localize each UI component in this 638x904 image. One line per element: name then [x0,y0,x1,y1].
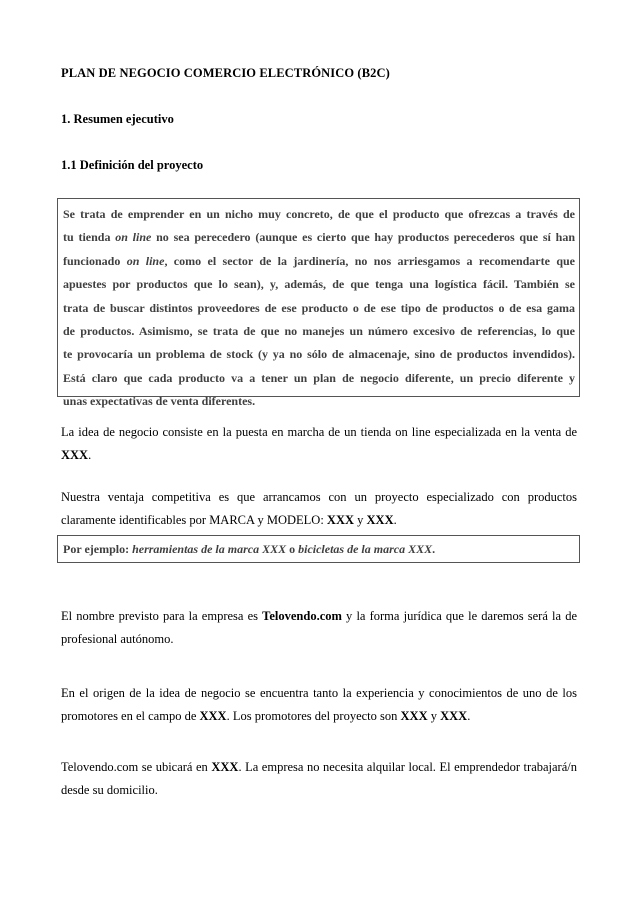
example-box: Por ejemplo: herramientas de la marca XXX o bicicletas de la marca XXX. [57,535,580,563]
paragraph-competitive-advantage: Nuestra ventaja competitiva es que arrancamos con un proyecto especializado con productos claramente identificables por MARCA y MODELO: XXX y XXX. [61,490,577,527]
box-line: tu tienda on line no sea perecedero (aunque es cierto que hay productos perecederos que sí han [63,230,575,245]
box-line: te provocaría un problema de stock (y ya no sólo de almacenaje, sino de productos invendidos). [63,347,575,362]
paragraph-company-name: El nombre previsto para la empresa es Telovendo.com y la forma jurídica que le daremos será la de profesional autónomo. [61,609,577,646]
section-heading-definicion: 1.1 Definición del proyecto [61,158,204,172]
section-heading-resumen: 1. Resumen ejecutivo [61,112,174,126]
box-line: Está claro que cada producto va a tener un plan de negocio diferente, un precio diferente y [63,370,575,385]
box-line: Se trata de emprender en un nicho muy concreto, de que el producto que ofrezcas a través de [63,207,575,221]
box-line: de productos. Asimismo, se trata de que no manejes un número excesivo de referencias, lo que [63,324,575,339]
paragraph-idea-origin: En el origen de la idea de negocio se encuentra tanto la experiencia y conocimientos de uno de los promotores en el campo de XXX. Los promotores del proyecto son XXX y XXX. [61,686,577,723]
box-line: funcionado on line, como el sector de la jardinería, no nos arriesgamos a recomendarte que [63,253,575,268]
paragraph-location: Telovendo.com se ubicará en XXX. La empresa no necesita alquilar local. El emprendedor trabajará/n desde su domicilio. [61,760,577,797]
box-line: unas expectativas de venta diferentes. [63,394,256,409]
box-line: apuestes por productos que lo sean), y, además, de que tenga una logística fácil. También se [63,277,575,292]
project-definition-box [57,198,580,409]
document-title: PLAN DE NEGOCIO COMERCIO ELECTRÓNICO (B2C) [61,66,390,80]
paragraph-business-idea: La idea de negocio consiste en la puesta en marcha de un tienda on line especializada en la venta de XXX. [61,425,577,462]
box-line: trata de buscar distintos proveedores de ese producto o de ese tipo de productos o de esa gama [63,300,575,315]
